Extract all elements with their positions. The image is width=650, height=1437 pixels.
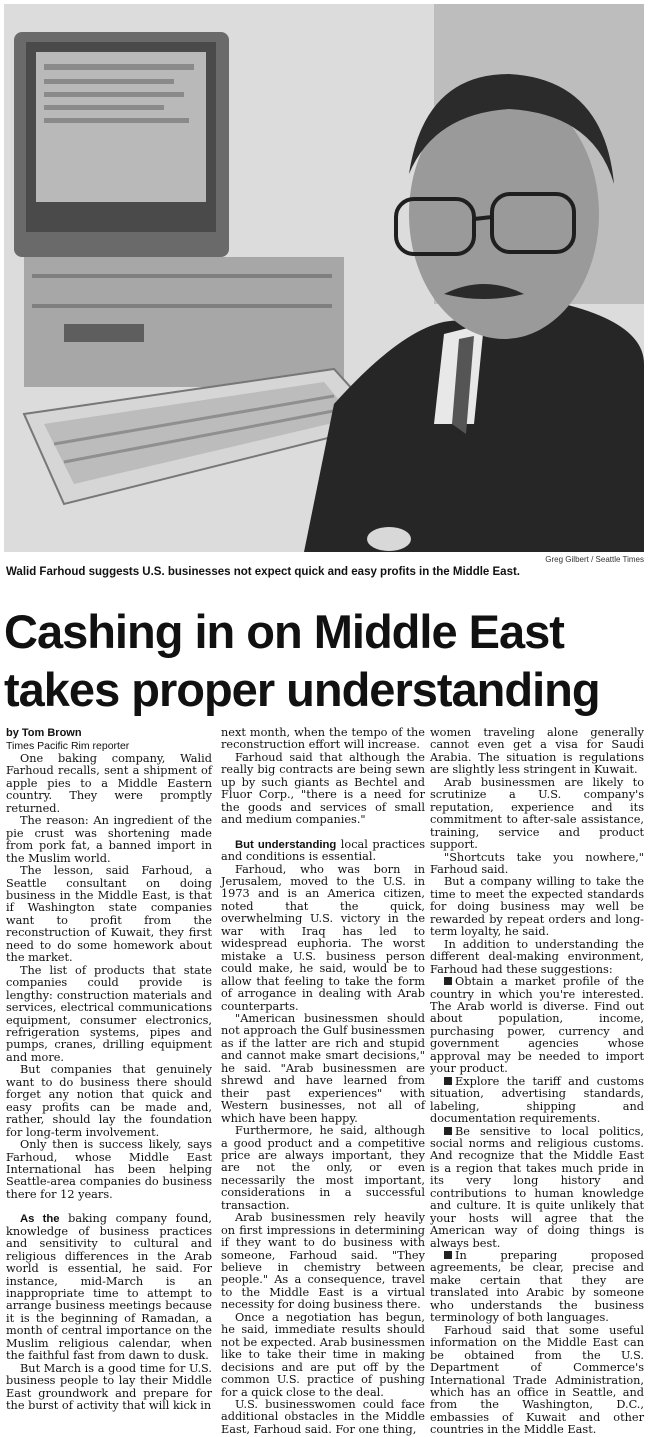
headline-line-2: takes proper understanding xyxy=(4,663,600,716)
section-lead-in: But understanding xyxy=(235,838,337,851)
section-lead-in: As the xyxy=(20,1213,60,1226)
paragraph xyxy=(221,839,425,864)
paragraph: But March is a good time for U.S. business people to lay their Middle East groundwork and prepare for the burst of activity that will kick in xyxy=(6,1361,212,1413)
paragraph: "American businessmen should not approach the Gulf businessmen as if the latter are rich and stupid and cannot make smart decisions," he said. "Arab businessmen are shrewd and have learned from their past experiences" with Western businesses, not all of which have been happy. xyxy=(221,1011,425,1125)
suggestion-text: Explore the tariff and customs situation, advertising standards, labeling, shipping and documentation requirements. xyxy=(430,1074,644,1126)
byline-author: by Tom Brown xyxy=(6,727,82,739)
paragraph: Arab businessmen rely heavily on first impressions in determining if they want to do business with someone, Farhoud said. "They believe in chemistry between people." As a consequence, travel to the Middle East is a virtual necessity for doing business there. xyxy=(221,1211,425,1312)
headline xyxy=(4,603,644,719)
article-column-1 xyxy=(6,727,212,1413)
suggestion-text: In preparing proposed agreements, be clear, precise and make certain that they are translated into Arabic by someone who understands the business terminology of both languages. xyxy=(430,1249,644,1325)
paragraph: Once a negotiation has begun, he said, immediate results should not be expected. Arab businessmen like to take their time in making decisions and are put off by the common U.S. practice of pushing for a quick close to the deal. xyxy=(221,1310,425,1399)
paragraph: But a company willing to take the time to meet the expected standards for doing business may well be rewarded by repeat orders and long-term loyalty, he said. xyxy=(430,875,644,939)
photo xyxy=(4,4,644,552)
article-column-2 xyxy=(221,727,425,1436)
suggestion-text: Be sensitive to local politics, social norms and religious customs. And recognize that the Middle East is a region that takes much pride in its very long history and contributions to human knowledge and culture. It is quite unlikely that your hosts will agree that the American way of doing things is always best. xyxy=(430,1124,644,1250)
suggestion-item xyxy=(430,976,644,1076)
photo-credit: Greg Gilbert / Seattle Times xyxy=(545,555,644,564)
bullet-icon xyxy=(444,1077,452,1085)
suggestion-text: Obtain a market profile of the country in which you're interested. The Arab world is diverse. Find out about population, income, purchasing power, currency and government agencies whose approval may be needed to import your product. xyxy=(430,975,644,1076)
paragraph-text: baking company found, knowledge of business practices and sensitivity to cultural and religious differences in the Arab world is essential, he said. For instance, mid-March is an inappropriate time to attempt to arrange business meetings because it is the beginning of Ramadan, a month of central importance on the Muslim religious calendar, when the faithful fast from dawn to dusk. xyxy=(6,1212,212,1363)
paragraph: Farhoud said that although the really big contracts are being sewn up by such giants as Bechtel and Fluor Corp., "there is a need for the goods and services of small and medium companies." xyxy=(221,750,425,827)
paragraph: In addition to understanding the different deal-making environment, Farhoud had these suggestions: xyxy=(430,937,644,976)
paragraph: But companies that genuinely want to do business there should forget any notion that quick and easy profits can be made and, rather, should lay the foundation for long-term involvement. xyxy=(6,1063,212,1139)
paragraph-text: local practices and conditions is essential. xyxy=(221,837,425,864)
paragraph: Farhoud said that some useful information on the Middle East can be obtained from the U.S. Department of Commerce's International Trade Administration, which has an office in Seattle, and from the Washington, D.C., embassies of Kuwait and other countries in the Middle East. xyxy=(430,1323,644,1437)
paragraph: The reason: An ingredient of the pie crust was shortening made from pork fat, a banned import in the Muslim world. xyxy=(6,814,212,865)
paragraph: Farhoud, who was born in Jerusalem, moved to the U.S. in 1973 and is an America citizen, noted that the quick, overwhelming U.S. victory in the war with Iraq has led to widespread euphoria. The worst mistake a U.S. business person could make, he said, would be to allow that feeling to take the form of arrogance in dealing with Arab counterparts. xyxy=(221,862,425,1013)
suggestion-item xyxy=(430,1126,644,1251)
article-column-3 xyxy=(430,727,644,1437)
bullet-icon xyxy=(444,1251,452,1259)
bullet-icon xyxy=(444,977,452,985)
paragraph: Arab businessmen are likely to scrutinize a U.S. company's reputation, experience and its commitment to after-sale assistance, training, service and product support. xyxy=(430,775,644,852)
headline-line-1: Cashing in on Middle East xyxy=(4,605,564,658)
byline-role: Times Pacific Rim reporter xyxy=(6,740,130,752)
bullet-icon xyxy=(444,1127,452,1135)
paragraph: Furthermore, he said, although a good product and a competitive price are always important, they are not the only, or even necessarily the most important, considerations in a successful transaction. xyxy=(221,1124,425,1212)
paragraph: Only then is success likely, says Farhoud, whose Middle East International has been helping Seattle-area companies do business there for 12 years. xyxy=(6,1138,212,1201)
paragraph: women traveling alone generally cannot even get a visa for Saudi Arabia. The situation is regulations are slightly less stringent in Kuwait. xyxy=(430,726,644,777)
paragraph: The list of products that state companies could provide is lengthy: construction materials and services, electrical communications equipment, consumer electronics, refrigeration systems, pipes and pumps, cranes, drilling equipment and more. xyxy=(6,963,212,1064)
suggestion-item xyxy=(430,1076,644,1126)
paragraph: next month, when the tempo of the reconstruction effort will increase. xyxy=(221,726,425,752)
suggestion-item xyxy=(430,1250,644,1325)
photo-caption: Walid Farhoud suggests U.S. businesses not expect quick and easy profits in the Middle East. xyxy=(6,566,520,578)
paragraph: "Shortcuts take you nowhere," Farhoud said. xyxy=(430,850,644,876)
paragraph: The lesson, said Farhoud, a Seattle consultant on doing business in the Middle East, is that if Washington state companies want to profit from the reconstruction of Kuwait, they first need to do some homework about the market. xyxy=(6,864,212,965)
paragraph: One baking company, Walid Farhoud recalls, sent a shipment of apple pies to a Middle Eastern country. They were promptly returned. xyxy=(6,752,212,815)
paragraph xyxy=(6,1213,212,1362)
portrait-photo-illustration xyxy=(4,4,644,552)
paragraph: U.S. businesswomen could face additional obstacles in the Middle East, Farhoud said. For one thing, xyxy=(221,1398,425,1436)
